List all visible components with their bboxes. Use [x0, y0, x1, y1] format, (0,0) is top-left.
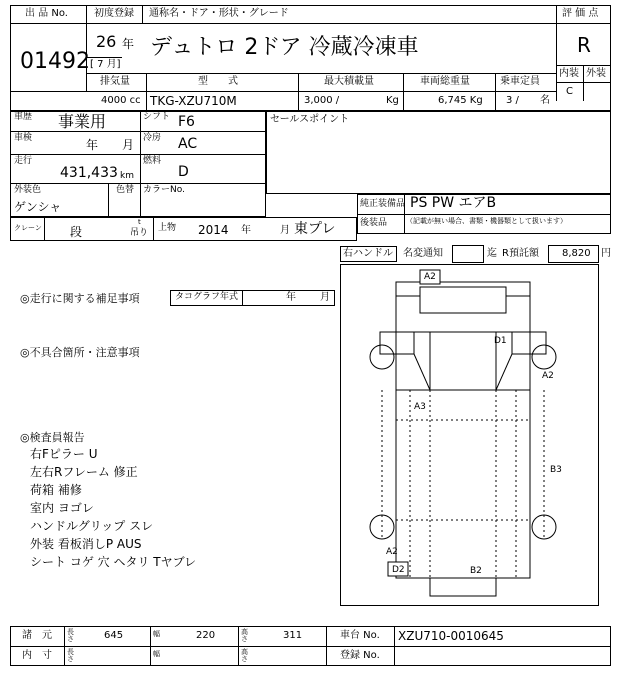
ext-color: ゲンシャ — [14, 200, 62, 214]
shift: F6 — [178, 114, 195, 130]
model-code: TKG-XZU710M — [150, 94, 237, 108]
sales-point-label: セールスポイント — [270, 114, 350, 125]
tachograph-month-unit: 月 — [320, 292, 330, 303]
damage-mark: D2 — [392, 565, 405, 575]
mileage-label: 走行 — [14, 156, 33, 166]
mileage: 431,433 — [60, 165, 118, 181]
ac: AC — [178, 136, 198, 152]
height-value: 311 — [283, 630, 303, 641]
chassis-no: XZU710-0010645 — [398, 629, 504, 643]
reg-year-unit: 年 — [122, 37, 135, 51]
vehicle-name: デュトロ 2ドア 冷蔵冷凍車 — [150, 35, 419, 60]
ac-label: 冷房 — [143, 133, 162, 143]
list-item: 室内 ヨゴレ — [30, 501, 94, 515]
vehicle-name-label: 通称名・ドア・形状・グレード — [149, 8, 289, 19]
damage-mark: A2 — [542, 371, 554, 381]
max-load-unit: Kg — [386, 95, 399, 106]
displacement: 4000 cc — [101, 95, 141, 106]
windshield — [420, 287, 506, 313]
list-item: 右Fピラー U — [30, 447, 98, 461]
crane-lift-unit: 吊り — [130, 228, 149, 238]
list-item: 荷箱 補修 — [30, 483, 82, 497]
crane-label: クレーン — [14, 224, 42, 232]
shift-label: シフト — [143, 112, 171, 122]
history: 事業用 — [58, 112, 107, 131]
fuel: D — [178, 164, 189, 180]
loaded-label: 上物 — [158, 223, 177, 233]
damage-mark: A2 — [386, 547, 398, 557]
cab-roof — [430, 332, 496, 390]
color-no-label: カラーNo. — [143, 185, 185, 195]
chassis-label: 車台 No. — [340, 630, 380, 641]
damage-mark: A2 — [424, 272, 436, 282]
crane-stage-unit: 段 — [70, 225, 83, 239]
width-label: 幅 — [153, 630, 160, 638]
inner-height-label: 高さ — [241, 648, 248, 664]
inspection-label: 車検 — [14, 133, 33, 143]
list-item: 左右Rフレーム 修正 — [30, 465, 138, 479]
capacity: 3 / — [506, 95, 519, 106]
defects-label: ◎不具合箇所・注意事項 — [20, 346, 140, 359]
lot-no-label: 出 品 No. — [25, 8, 68, 19]
wheel-front-right — [532, 345, 556, 369]
width-value: 220 — [196, 630, 216, 641]
list-item: シート コゲ 穴 ヘタリ Tヤブレ — [30, 555, 197, 569]
reg-year: 26 — [96, 32, 117, 51]
genuine-equipment: PS PW エアB — [410, 195, 497, 211]
damage-mark: D1 — [494, 336, 507, 346]
aftermarket-label: 後装品 — [360, 218, 388, 228]
name-change-separator: 迄 — [487, 248, 497, 259]
capacity-label: 乗車定員 — [500, 76, 540, 87]
tachograph-year-unit: 年 — [286, 292, 296, 303]
inner-width-label: 幅 — [153, 650, 160, 658]
right-door — [512, 332, 546, 354]
aftermarket-note: （記載が無い場合、書類・機器類として扱います） — [406, 217, 567, 225]
recycle-label: R預託額 — [502, 248, 539, 259]
list-item: 外装 看板消しP AUS — [30, 537, 142, 551]
rear-bumper — [430, 578, 496, 596]
name-change-label: 名変通知 — [403, 248, 443, 259]
color-change-label: 色替 — [116, 185, 135, 195]
damage-mark: A3 — [414, 402, 426, 412]
interior-label: 内装 — [559, 68, 579, 79]
inner-length-label: 長さ — [67, 648, 74, 664]
loaded-year-unit: 年 — [241, 225, 251, 236]
body-maker: 東プレ — [294, 221, 336, 237]
rating-label: 評 価 点 — [562, 8, 599, 19]
steering: 右ハンドル — [343, 248, 393, 259]
driving-notes-label: ◎走行に関する補足事項 — [20, 292, 140, 305]
inspection-month: 月 — [122, 138, 135, 152]
max-load: 3,000 / — [304, 95, 340, 106]
dims-label: 諸 元 — [22, 630, 52, 641]
tachograph-label: タコグラフ年式 — [175, 292, 239, 302]
height-label: 高さ — [241, 628, 248, 644]
mileage-unit: km — [120, 171, 134, 181]
wheel-front-left — [370, 345, 394, 369]
first-reg-label: 初度登録 — [94, 8, 134, 19]
displacement-label: 排気量 — [100, 76, 130, 87]
ext-color-label: 外装色 — [14, 185, 42, 195]
recycle-unit: 円 — [601, 248, 611, 259]
inner-dims-label: 内 寸 — [22, 650, 52, 661]
loaded-year: 2014 — [198, 223, 229, 237]
inspection-year: 年 — [86, 138, 99, 152]
list-item: ハンドルグリップ スレ — [30, 519, 154, 533]
inspector-report-label: ◎検査員報告 — [20, 431, 85, 444]
damage-mark: B2 — [470, 566, 482, 576]
reg-no-label: 登録 No. — [340, 650, 380, 661]
cargo-box — [396, 390, 530, 578]
damage-mark: B3 — [550, 465, 562, 475]
length-label: 長さ — [67, 628, 74, 644]
model-label: 型 式 — [198, 76, 238, 87]
interior-grade: C — [566, 86, 573, 97]
lot-no: 01492 — [20, 49, 90, 74]
history-label: 車歴 — [14, 112, 33, 122]
cab-outline — [396, 282, 530, 332]
capacity-unit: 名 — [540, 95, 550, 106]
gross-weight-label: 車両総重量 — [420, 76, 470, 87]
crane-ton-unit: t — [138, 218, 141, 226]
exterior-label: 外装 — [586, 68, 606, 79]
fuel-label: 燃料 — [143, 156, 162, 166]
max-load-label: 最大積載量 — [324, 76, 374, 87]
genuine-label: 純正装備品 — [360, 199, 406, 209]
reg-month: [ 7 月] — [90, 59, 121, 70]
left-door — [380, 332, 414, 354]
recycle-amount: 8,820 — [562, 248, 591, 259]
gross-weight: 6,745 Kg — [438, 95, 483, 106]
loaded-month-unit: 月 — [280, 225, 290, 236]
length-value: 645 — [104, 630, 124, 641]
overall-grade: R — [577, 33, 591, 57]
